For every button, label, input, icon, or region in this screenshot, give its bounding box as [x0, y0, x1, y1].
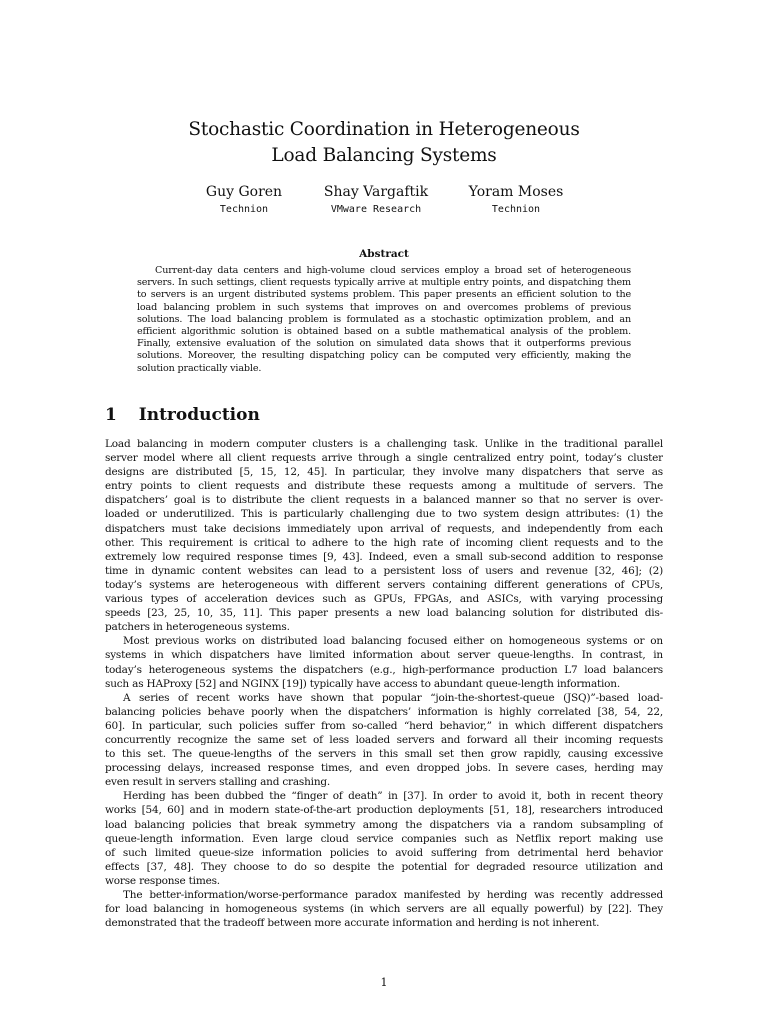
body-line: Load balancing in modern computer clusters is a challenging task. Unlike in the traditional parallel: [105, 438, 663, 450]
body-line: processing delays, increased response times, and even dropped jobs. In severe cases, herding may: [105, 762, 663, 775]
body-line: The better-information/worse-performance paradox manifested by herding was recently addressed: [123, 889, 663, 901]
section-title: Introduction: [138, 405, 260, 425]
body-line: speeds [23, 25, 10, 35, 11]. This paper presents a new load balancing solution for distributed dis-: [105, 607, 663, 620]
abstract-text: Current-day data centers and high-volume cloud services employ a broad set of heterogeneous servers. In such settings, client requests typically arrive at multiple entry points, and dispatching them to servers is an urgent distributed systems problem. This paper presents an efficient solution to the load balancing problem in such systems that improves on and overcomes problems of previous solutions. The load balancing problem is formulated as a stochastic optimization problem, and an efficient algorithmic solution is obtained based on a subtle mathematical analysis of the problem. Finally, extensive evaluation of the solution on simulated data shows that it outperforms previous solutions. Moreover, the resulting dispatching policy can be computed very efficiently, making the solution practically viable.: [137, 265, 631, 374]
body-line: systems in which dispatchers have limited information about server queue-lengths. In contrast, in: [105, 649, 663, 662]
author-3: [436, 182, 596, 218]
body-line: Most previous works on distributed load balancing focused either on homogeneous systems or on: [123, 635, 663, 648]
author-affiliation: Technion: [219, 204, 269, 215]
paper-title: [0, 117, 768, 169]
page-number: 1: [380, 976, 388, 989]
body-line: today’s systems are heterogeneous with different servers containing different generations of CPUs,: [105, 578, 663, 591]
author-affiliation: VMware Research: [330, 204, 422, 215]
body-text: [105, 437, 663, 930]
body-line: patchers in heterogeneous systems.: [105, 621, 290, 634]
body-line: entry points to client requests and distribute these requests among a multitude of servers. The: [105, 480, 663, 493]
body-line: other. This requirement is critical to adhere to the high rate of incoming client requests and to the: [105, 536, 663, 549]
body-line: server model where all client requests arrive through a single centralized entry point, today’s cluster: [105, 452, 663, 465]
body-line: designs are distributed [5, 15, 12, 45]. In particular, they involve many dispatchers that serve as: [105, 466, 663, 479]
body-line: various types of acceleration devices such as GPUs, FPGAs, and ASICs, with varying processing: [105, 593, 663, 606]
body-line: Herding has been dubbed the “finger of death” in [37]. In order to avoid it, both in recent theory: [123, 790, 663, 803]
body-line: effects [37, 48]. They choose to do so despite the potential for degraded resource utilization and: [105, 860, 663, 873]
body-line: such as HAProxy [52] and NGINX [19]) typically have access to abundant queue-length information.: [105, 677, 620, 690]
body-line: loaded or underutilized. This is particularly challenging due to two system design attributes: (1) the: [105, 508, 663, 521]
body-line: time in dynamic content websites can lead to a persistent loss of users and revenue [32, 46]; (2): [105, 564, 663, 577]
title-line-2: Load Balancing Systems: [271, 145, 497, 166]
body-line: balancing policies behave poorly when the dispatchers’ information is highly correlated [38, 54, 22,: [105, 705, 663, 718]
body-line: A series of recent works have shown that popular “join-the-shortest-queue (JSQ)”-based load-: [123, 691, 663, 704]
body-line: demonstrated that the tradeoff between more accurate information and herding is not inherent.: [105, 917, 600, 930]
author-name: Shay Vargaftik: [323, 184, 429, 200]
body-line: for load balancing in homogeneous systems (in which servers are all equally powerful) by [22]. They: [105, 903, 663, 916]
author-affiliation: Technion: [491, 204, 541, 215]
body-line: extremely low required response times [9, 43]. Indeed, even a small sub-second addition to response: [105, 550, 663, 563]
author-name: Yoram Moses: [468, 184, 564, 200]
body-line: concurrently recognize the same set of less loaded servers and forward all their incoming requests: [105, 733, 663, 746]
title-line-1: Stochastic Coordination in Heterogeneous: [188, 119, 580, 140]
author-name: Guy Goren: [205, 184, 283, 200]
body-line: dispatchers’ goal is to distribute the client requests in a balanced manner so that no server is over-: [105, 494, 663, 507]
body-line: today’s heterogeneous systems the dispatchers (e.g., high-performance production L7 load balancers: [105, 663, 663, 676]
body-line: works [54, 60] and in modern state-of-the-art production deployments [51, 18], researchers introduced: [105, 804, 663, 817]
body-line: 60]. In particular, such policies suffer from so-called “herd behavior,” in which different dispatchers: [105, 719, 663, 732]
abstract-heading: Abstract: [359, 248, 409, 260]
body-line: of such limited queue-size information policies to avoid suffering from detrimental herd behavior: [105, 846, 663, 859]
body-line: queue-length information. Even large cloud service companies such as Netflix report making use: [105, 832, 663, 845]
body-line: worse response times.: [105, 874, 220, 887]
section-number: 1: [105, 405, 117, 425]
author-2: [296, 182, 456, 218]
body-line: load balancing policies that break symmetry among the dispatchers via a random subsampling of: [105, 818, 663, 831]
body-line: even result in servers stalling and crashing.: [105, 776, 331, 789]
body-line: dispatchers must take decisions immediately upon arrival of requests, and independently from each: [105, 522, 663, 535]
section-heading: [105, 405, 260, 425]
body-line: to this set. The queue-lengths of the servers in this small set then grow rapidly, causing excessive: [105, 748, 663, 761]
